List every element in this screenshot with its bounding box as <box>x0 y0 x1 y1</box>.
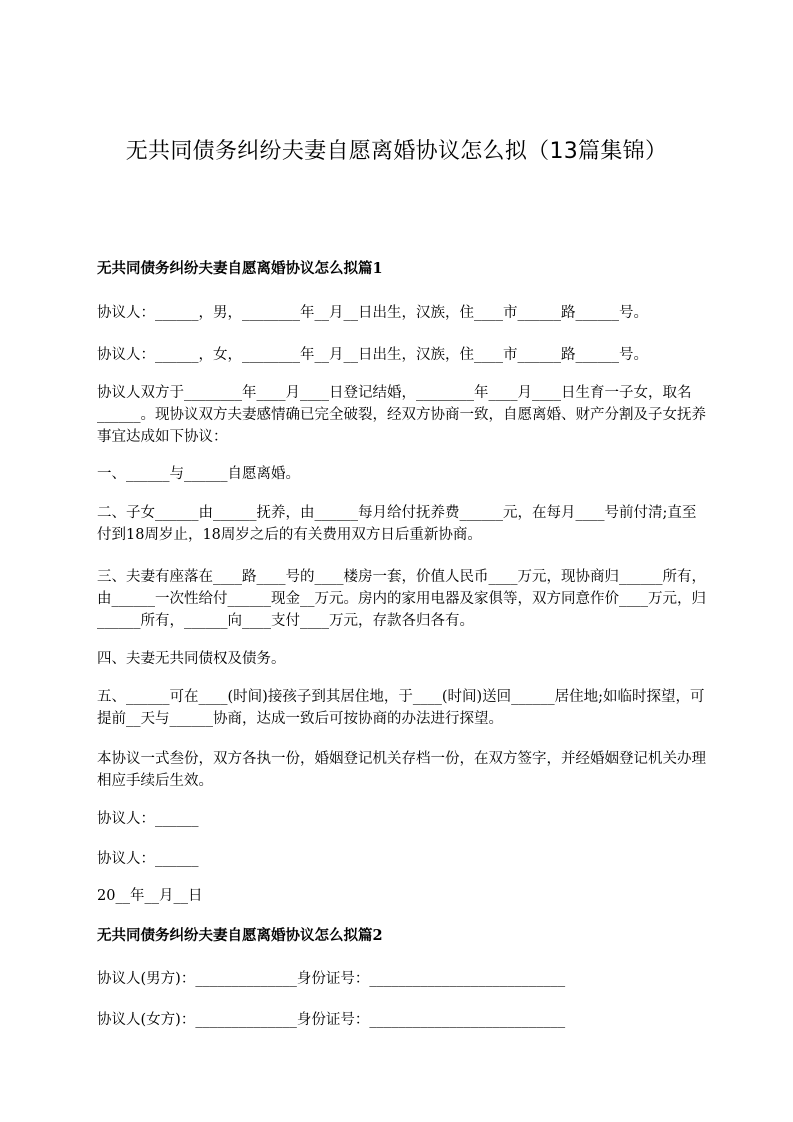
party-line-female-id: 协议人(女方)：______________身份证号：___________________________ <box>97 1012 566 1028</box>
section-1-heading <box>97 258 709 280</box>
clause-4: 四、夫妻无共同债权及债务。 <box>97 651 286 667</box>
clause-3: 三、夫妻有座落在____路____号的____楼房一套，价值人民币____万元，现协商归______所有，由______一次性给付______现金__万元。房内的家用电器及家俱等，双方同意作价____万元，归______所有，______向____支付____万元，存款各归各有。 <box>97 569 706 629</box>
s1-final-block <box>97 748 709 792</box>
s2-line2-block <box>97 1009 709 1031</box>
clause-2: 二、子女______由______抚养，由______每月给付抚养费______元，在每月____号前付清;直至付到18周岁止，18周岁之后的有关费用双方日后重新协商。 <box>97 505 697 543</box>
s1-sign2-block <box>97 848 709 870</box>
s1-line1-block <box>97 302 709 324</box>
section-2-heading <box>97 925 709 947</box>
date-line: 20__年__月__日 <box>97 888 203 904</box>
s1-sign1-block <box>97 808 709 830</box>
s1-item5-block <box>97 686 709 730</box>
page-title: 无共同债务纠纷夫妻自愿离婚协议怎么拟（13篇集锦） <box>125 139 668 164</box>
s1-item1-block <box>97 463 709 485</box>
s1-item2-block <box>97 502 709 546</box>
party-line-female: 协议人：______，女，________年__月__日出生，汉族，住____市______路______号。 <box>97 347 648 363</box>
party-line-male-id: 协议人(男方)：______________身份证号：___________________________ <box>97 971 566 987</box>
section-heading: 无共同债务纠纷夫妻自愿离婚协议怎么拟篇1 <box>97 260 383 277</box>
clause-1: 一、______与______自愿离婚。 <box>97 466 300 482</box>
marriage-paragraph: 协议人双方于________年____月____日登记结婚，________年____月____日生育一子女，取名______。现协议双方夫妻感情确已完全破裂，经双方协商一致，自愿离婚、财产分割及子女抚养事宜达成如下协议： <box>97 385 706 445</box>
s1-line2-block <box>97 344 709 366</box>
clause-5: 五、______可在____(时间)接孩子到其居住地，于____(时间)送回______居住地;如临时探望，可提前__天与______协商，达成一致后可按协商的办法进行探望。 <box>97 689 705 727</box>
s1-para3-block <box>97 382 709 448</box>
s1-date-block <box>97 885 709 907</box>
effective-paragraph: 本协议一式叁份，双方各执一份，婚姻登记机关存档一份，在双方签字，并经婚姻登记机关办理相应手续后生效。 <box>97 751 706 789</box>
s2-line1-block <box>97 968 709 990</box>
party-line-male: 协议人：______，男，________年__月__日出生，汉族，住____市______路______号。 <box>97 305 648 321</box>
section-heading: 无共同债务纠纷夫妻自愿离婚协议怎么拟篇2 <box>97 927 383 944</box>
signature-line-2: 协议人：______ <box>97 851 199 867</box>
s1-item4-block <box>97 648 709 670</box>
signature-line-1: 协议人：______ <box>97 811 199 827</box>
s1-item3-block <box>97 566 709 632</box>
